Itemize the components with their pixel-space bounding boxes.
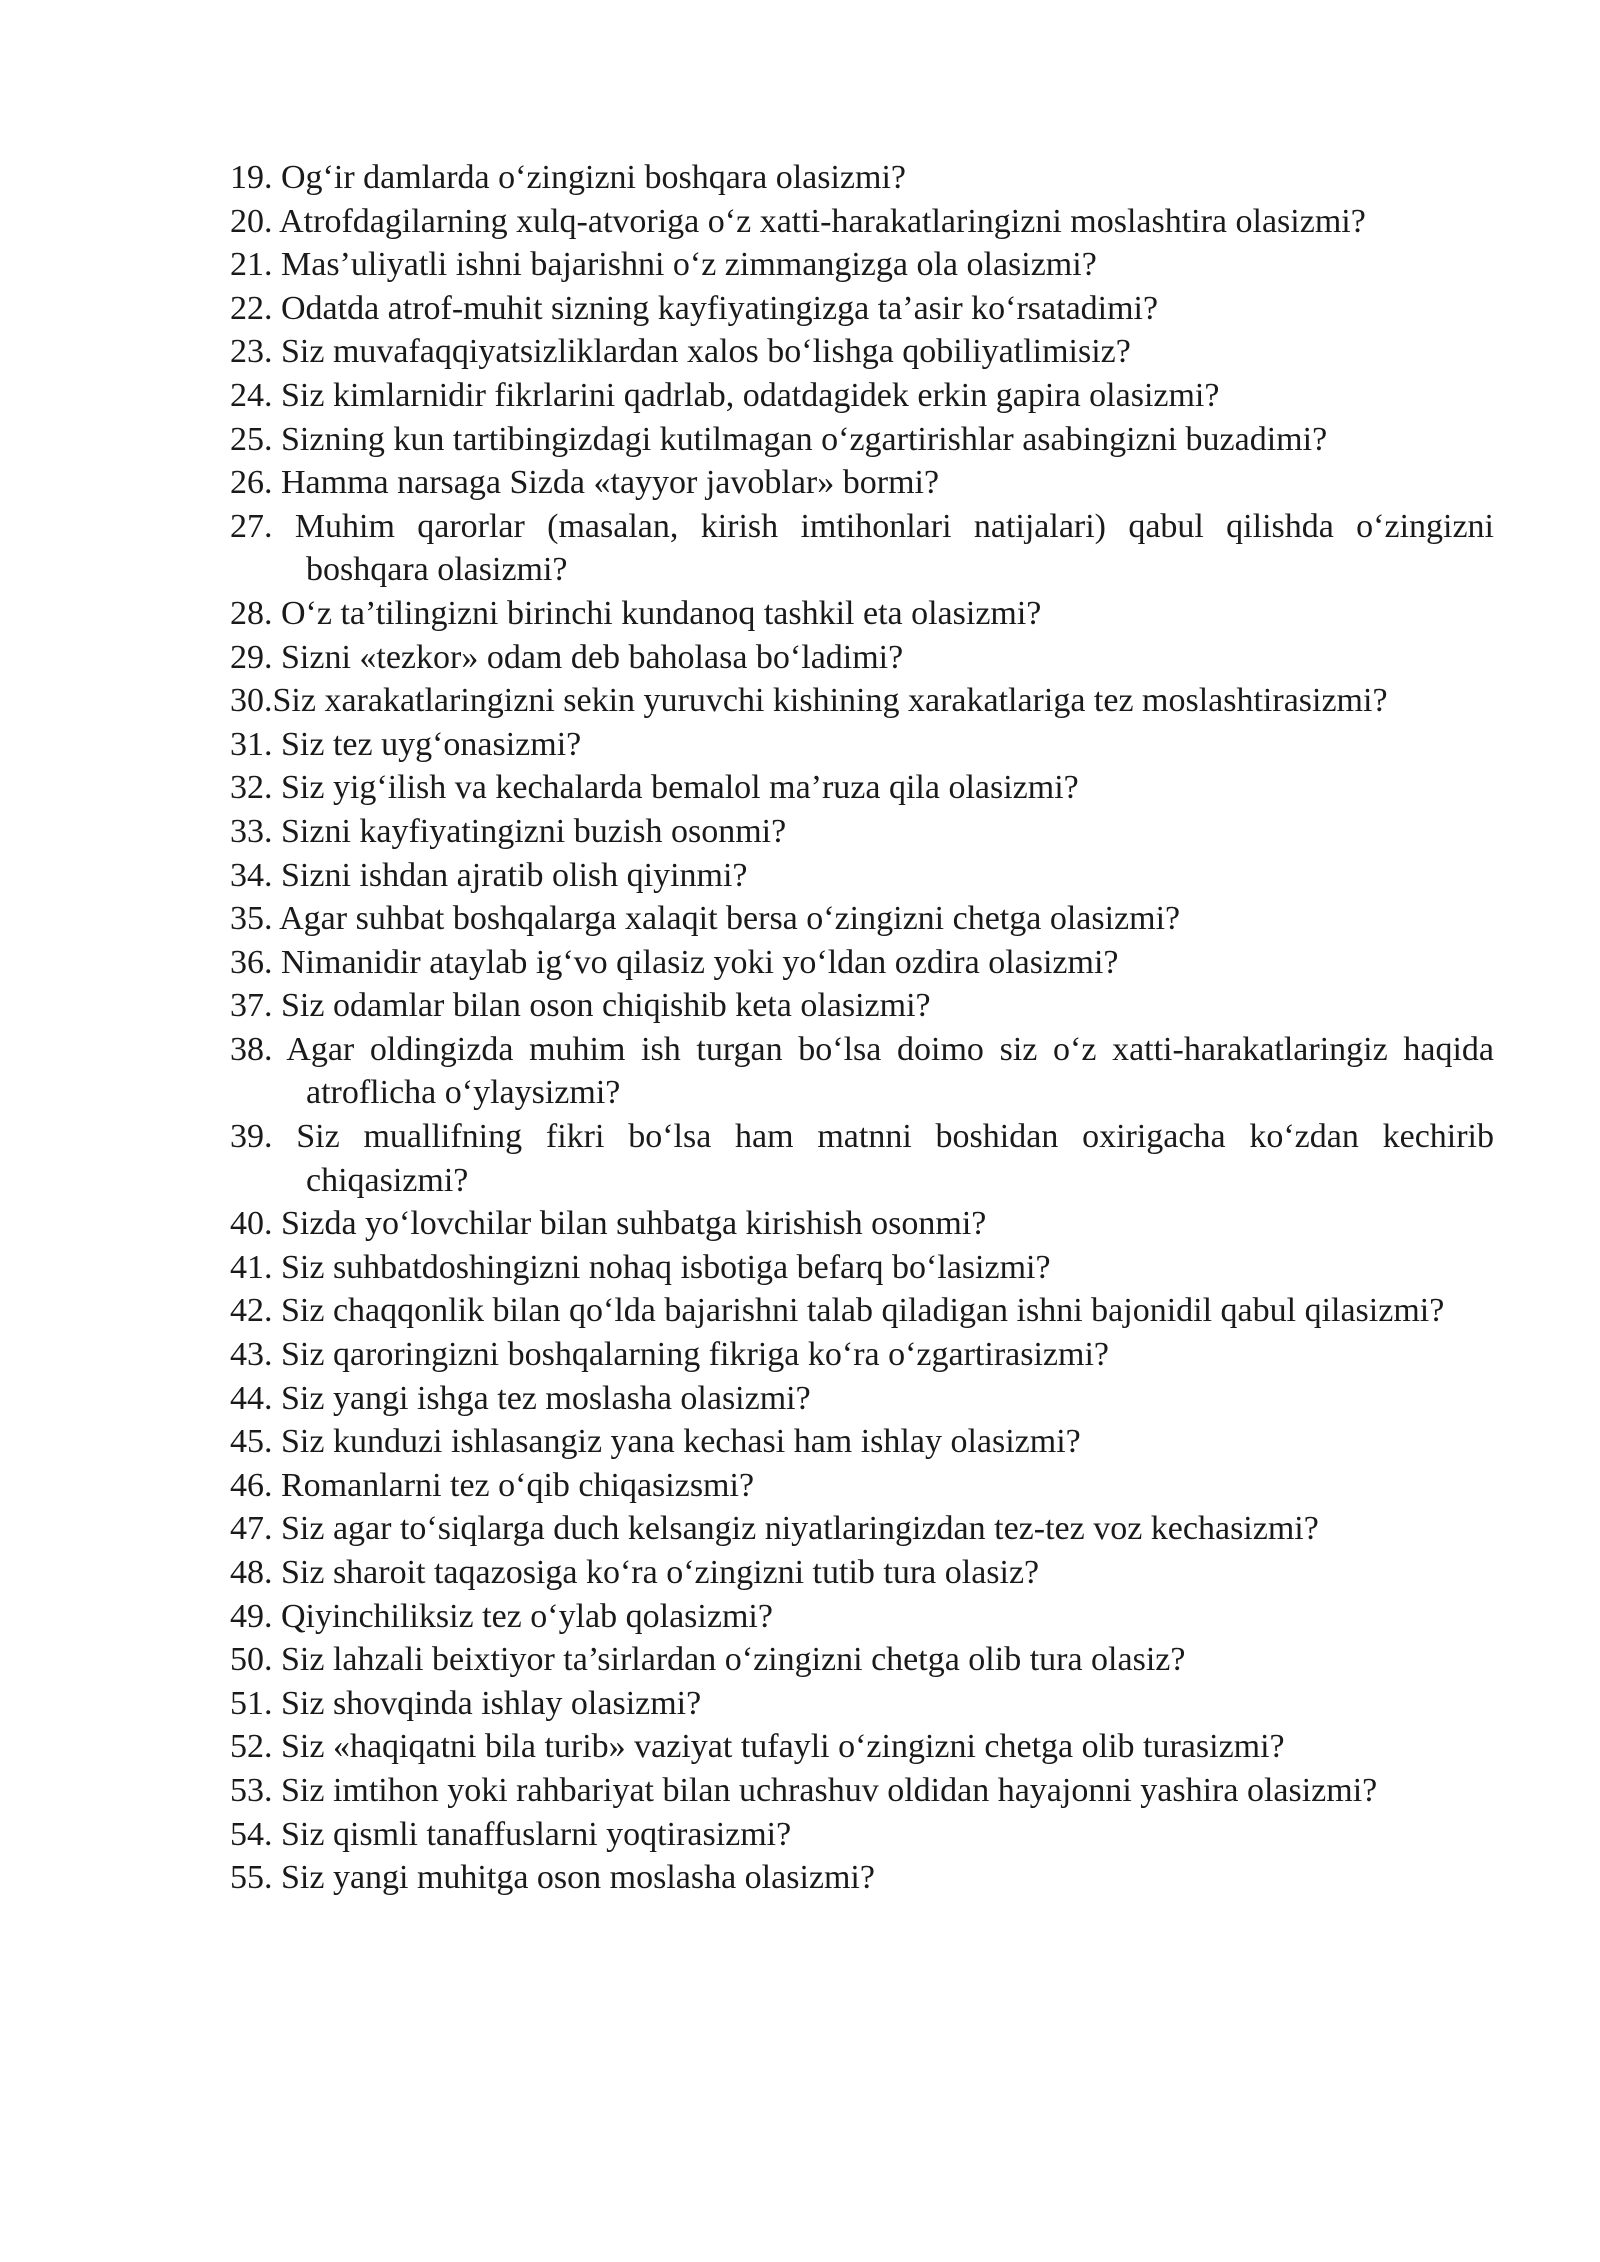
question-item: 46. Romanlarni tez o‘qib chiqasizsmi? (230, 1466, 755, 1504)
question-item: 30.Siz xarakatlaringizni sekin yuruvchi kishining xarakatlariga tez moslashtirasizmi? (230, 682, 1388, 720)
question-item: 31. Siz tez uyg‘onasizmi? (230, 725, 582, 763)
question-item: 27. Muhim qarorlar (masalan, kirish imtihonlari natijalari) qabul qilishda o‘zingizni boshqara olasizmi? (230, 507, 1494, 589)
question-item: 52. Siz «haqiqatni bila turib» vaziyat tufayli o‘zingizni chetga olib turasizmi? (230, 1728, 1285, 1766)
question-item: 43. Siz qaroringizni boshqalarning fikriga ko‘ra o‘zgartirasizmi? (230, 1336, 1109, 1374)
question-item: 24. Siz kimlarnidir fikrlarini qadrlab, odatdagidek erkin gapira olasizmi? (230, 376, 1220, 414)
question-item: 38. Agar oldingizda muhim ish turgan bo‘lsa doimo siz o‘z xatti-harakatlaringiz haqida atroflicha o‘ylaysizmi? (230, 1030, 1494, 1112)
question-item: 54. Siz qismli tanaffuslarni yoqtirasizmi? (230, 1815, 792, 1853)
question-item: 41. Siz suhbatdoshingizni nohaq isbotiga befarq bo‘lasizmi? (230, 1248, 1051, 1286)
question-item: 49. Qiyinchiliksiz tez o‘ylab qolasizmi? (230, 1597, 773, 1635)
question-list (230, 156, 1494, 1900)
question-item: 45. Siz kunduzi ishlasangiz yana kechasi ham ishlay olasizmi? (230, 1423, 1081, 1461)
question-item: 19. Og‘ir damlarda o‘zingizni boshqara olasizmi? (230, 159, 906, 196)
question-item: 55. Siz yangi muhitga oson moslasha olasizmi? (230, 1859, 875, 1897)
question-item: 28. O‘z ta’tilingizni birinchi kundanoq tashkil eta olasizmi? (230, 594, 1042, 632)
question-item: 26. Hamma narsaga Sizda «tayyor javoblar» bormi? (230, 464, 940, 502)
question-item: 22. Odatda atrof-muhit sizning kayfiyatingizga ta’asir ko‘rsatadimi? (230, 289, 1159, 327)
question-item: 47. Siz agar to‘siqlarga duch kelsangiz niyatlaringizdan tez-tez voz kechasizmi? (230, 1510, 1319, 1548)
question-item: 51. Siz shovqinda ishlay olasizmi? (230, 1684, 702, 1722)
question-item: 53. Siz imtihon yoki rahbariyat bilan uchrashuv oldidan hayajonni yashira olasizmi? (230, 1771, 1378, 1809)
question-item: 32. Siz yig‘ilish va kechalarda bemalol ma’ruza qila olasizmi? (230, 769, 1079, 807)
question-item: 23. Siz muvafaqqiyatsizliklardan xalos bo‘lishga qobiliyatlimisiz? (230, 333, 1131, 371)
question-item: 37. Siz odamlar bilan oson chiqishib keta olasizmi? (230, 987, 931, 1025)
question-item: 33. Sizni kayfiyatingizni buzish osonmi? (230, 812, 787, 850)
question-item: 29. Sizni «tezkor» odam deb baholasa bo‘ladimi? (230, 638, 904, 676)
question-item: 36. Nimanidir ataylab ig‘vo qilasiz yoki yo‘ldan ozdira olasizmi? (230, 943, 1119, 981)
question-item: 44. Siz yangi ishga tez moslasha olasizmi? (230, 1379, 811, 1417)
question-item: 40. Sizda yo‘lovchilar bilan suhbatga kirishish osonmi? (230, 1205, 987, 1243)
question-item: 48. Siz sharoit taqazosiga ko‘ra o‘zingizni tutib tura olasiz? (230, 1554, 1040, 1591)
question-item: 39. Siz muallifning fikri bo‘lsa ham matnni boshidan oxirigacha ko‘zdan kechirib chiqasizmi? (230, 1118, 1494, 1199)
question-item: 34. Sizni ishdan ajratib olish qiyinmi? (230, 856, 748, 894)
question-item: 21. Mas’uliyatli ishni bajarishni o‘z zimmangizga ola olasizmi? (230, 246, 1097, 284)
question-item: 50. Siz lahzali beixtiyor ta’sirlardan o‘zingizni chetga olib tura olasiz? (230, 1641, 1186, 1679)
question-item: 20. Atrofdagilarning xulq-atvoriga o‘z xatti-harakatlaringizni moslashtira olasizmi? (230, 202, 1366, 240)
question-item: 35. Agar suhbat boshqalarga xalaqit bersa o‘zingizni chetga olasizmi? (230, 900, 1181, 938)
question-item: 42. Siz chaqqonlik bilan qo‘lda bajarishni talab qiladigan ishni bajonidil qabul qilasizmi? (230, 1292, 1445, 1330)
question-item: 25. Sizning kun tartibingizdagi kutilmagan o‘zgartirishlar asabingizni buzadimi? (230, 420, 1328, 458)
